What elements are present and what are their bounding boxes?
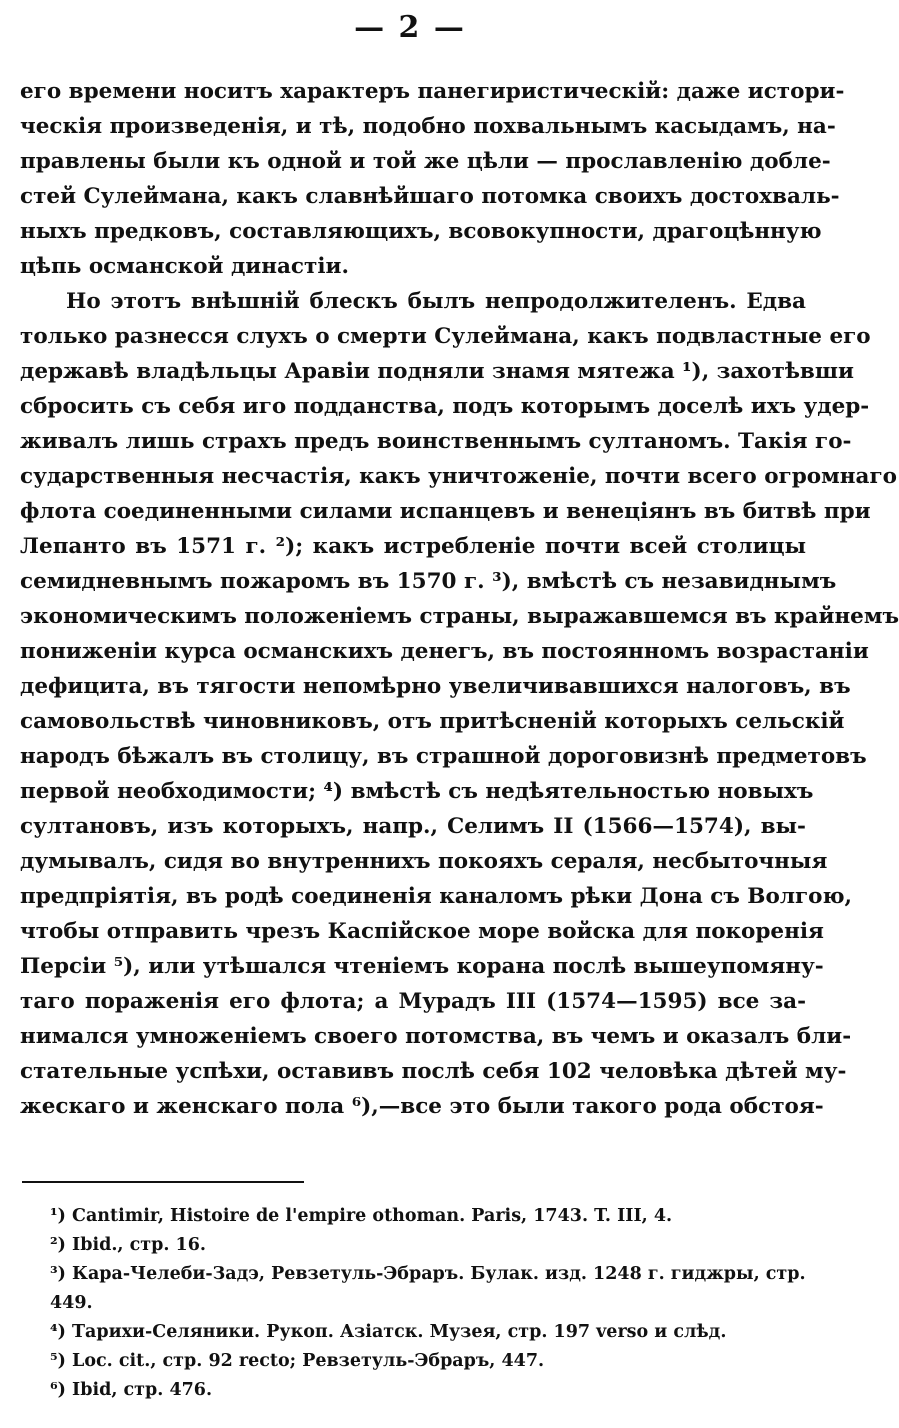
text-line: стательные успѣхи, оставивъ послѣ себя 102 человѣка дѣтей му- <box>20 1059 847 1084</box>
text-line: пониженіи курса османскихъ денегъ, въ постоянномъ возрастаніи <box>20 639 869 664</box>
footnote-1: ¹) Cantimir, Histoire de l'empire othoman. Paris, 1743. T. III, 4. <box>50 1206 673 1226</box>
text-line: семидневнымъ пожаромъ въ 1570 г. ³), вмѣстѣ съ незавиднымъ <box>20 569 837 594</box>
text-line: его времени носитъ характеръ панегиристическій: даже истори- <box>20 79 845 104</box>
text-line: народъ бѣжалъ въ столицу, въ страшной дороговизнѣ предметовъ <box>20 744 867 769</box>
text-line: стей Сулеймана, какъ славнѣйшаго потомка своихъ достохваль- <box>20 184 840 209</box>
footnote-4: ⁴) Тарихи-Селяники. Рукоп. Азіатск. Музея, стр. 197 verso и слѣд. <box>50 1322 727 1342</box>
footnote-3: ³) Кара-Челеби-Задэ, Ревзетуль-Эбраръ. Булак. изд. 1248 г. гиджры, стр. 449. <box>50 1264 806 1313</box>
text-line: сбросить съ себя иго подданства, подъ которымъ доселѣ ихъ удер- <box>20 394 870 419</box>
text-line: сударственныя несчастія, какъ уничтоженіе, почти всего огромнаго <box>20 464 897 489</box>
text-line: Персіи ⁵), или утѣшался чтеніемъ корана послѣ вышеупомяну- <box>20 954 824 979</box>
footnote-2: ²) Ibid., стр. 16. <box>50 1235 206 1255</box>
footnote-5: ⁵) Loc. cit., стр. 92 recto; Ревзетуль-Эбраръ, 447. <box>50 1351 545 1371</box>
text-line: самовольствѣ чиновниковъ, отъ притѣсненій которыхъ сельскій <box>20 709 845 734</box>
text-line: флота соединенными силами испанцевъ и венеціянъ въ битвѣ при <box>20 499 871 524</box>
page-number: — 2 — <box>354 10 466 45</box>
text-line: предпріятія, въ родѣ соединенія каналомъ рѣки Дона съ Волгою, <box>20 884 853 909</box>
text-line: дефицита, въ тягости непомѣрно увеличивавшихся налоговъ, въ <box>20 674 851 699</box>
text-line: живалъ лишь страхъ предъ воинственнымъ султаномъ. Такія го- <box>20 429 852 454</box>
main-text <box>20 74 899 1124</box>
text-line: жескаго и женскаго пола ⁶),—все это были такого рода обстоя- <box>20 1094 824 1119</box>
text-line: экономическимъ положеніемъ страны, выражавшемся въ крайнемъ <box>20 604 899 629</box>
footnotes <box>20 1202 806 1405</box>
text-line: ческія произведенія, и тѣ, подобно похвальнымъ касыдамъ, на- <box>20 114 836 139</box>
text-line: таго пораженія его флота; а Мурадъ III (1574—1595) все за- <box>20 989 806 1014</box>
text-line: султановъ, изъ которыхъ, напр., Селимъ II (1566—1574), вы- <box>20 814 806 839</box>
footnote-divider <box>22 1181 304 1183</box>
text-line: ныхъ предковъ, составляющихъ, всовокупности, драгоцѣнную <box>20 219 822 244</box>
footnote-6: ⁶) Ibid, стр. 476. <box>50 1380 213 1400</box>
text-line: чтобы отправить чрезъ Каспійское море войска для покоренія <box>20 919 824 944</box>
text-line: первой необходимости; ⁴) вмѣстѣ съ недѣятельностью новыхъ <box>20 779 814 804</box>
paragraph-start-line: Но этотъ внѣшній блескъ былъ непродолжителенъ. Едва <box>66 289 806 314</box>
text-line: державѣ владѣльцы Аравіи подняли знамя мятежа ¹), захотѣвши <box>20 359 854 384</box>
text-line: нимался умноженіемъ своего потомства, въ чемъ и оказалъ бли- <box>20 1024 852 1049</box>
text-line: только разнесся слухъ о смерти Сулеймана, какъ подвластные его <box>20 324 871 349</box>
text-line: думывалъ, сидя во внутреннихъ покояхъ сераля, несбыточныя <box>20 849 828 874</box>
text-line: Лепанто въ 1571 г. ²); какъ истребленіе почти всей столицы <box>20 534 806 559</box>
text-line: цѣпь османской династіи. <box>20 254 349 279</box>
text-line: правлены были къ одной и той же цѣли — прославленію добле- <box>20 149 831 174</box>
